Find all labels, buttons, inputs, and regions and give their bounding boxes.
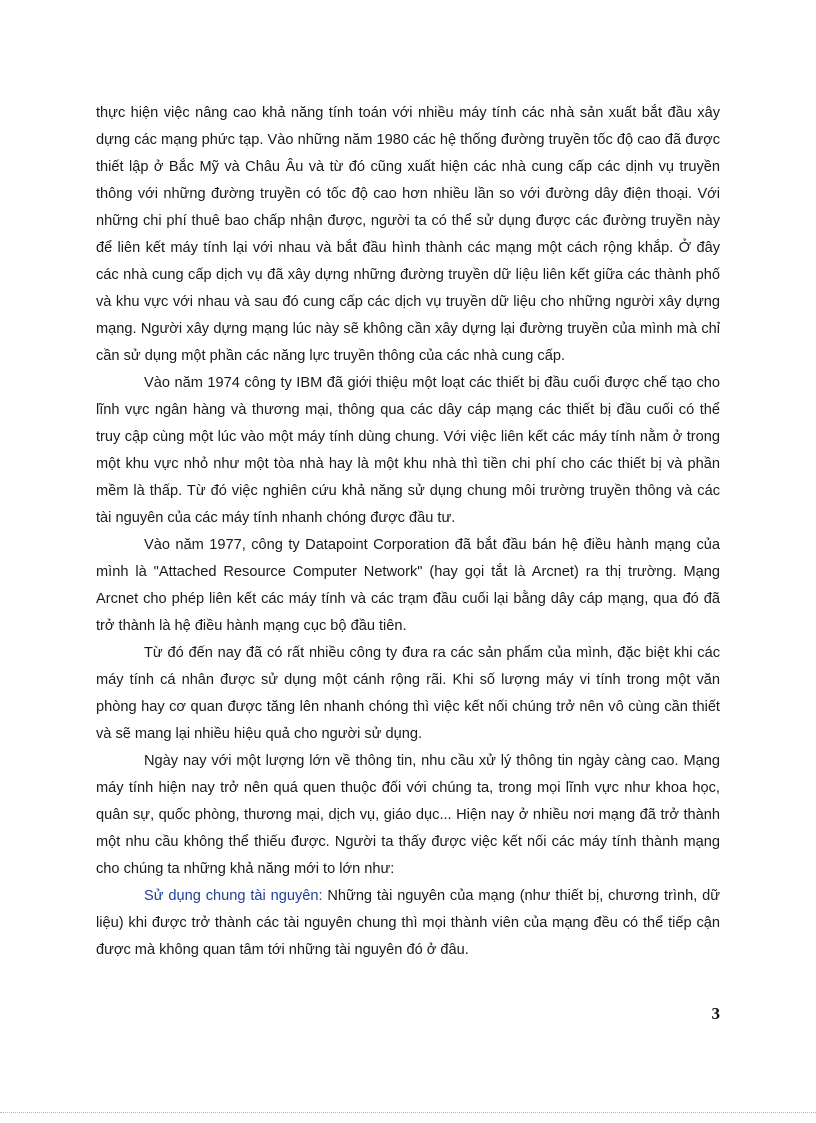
paragraph-network-today: Ngày nay với một lượng lớn về thông tin, nhu cầu xử lý thông tin ngày càng cao. Mạng máy tính hiện nay trở nên quá quen thuộc đối với chúng ta, trong mọi lĩnh vực như khoa học, quân sự, quốc phòng, thương mại, dịch vụ, giáo dục... Hiện nay ở nhiều nơi mạng đã trở thành một nhu cầu không thể thiếu được. Người ta thấy được việc kết nối các máy tính thành mạng cho chúng ta những khả năng mới to lớn như: <box>96 753 720 877</box>
page-number: 3 <box>711 1004 720 1023</box>
paragraph-resource-sharing <box>96 883 720 964</box>
document-body <box>96 100 720 964</box>
resource-sharing-text: Những tài nguyên của mạng (như thiết bị, chương trình, dữ liệu) khi được trở thành các tài nguyên chung thì mọi thành viên của mạng đều có thể tiếp cận được mà không quan tâm tới những tài nguyên đó ở đâu. <box>96 888 720 958</box>
paragraph-ibm-1974: Vào năm 1974 công ty IBM đã giới thiệu một loạt các thiết bị đầu cuối được chế tạo cho lĩnh vực ngân hàng và thương mại, thông qua các dây cáp mạng các thiết bị đầu cuối có thể truy cập cùng một lúc vào một máy tính dùng chung. Với việc liên kết các máy tính nằm ở trong một khu vực nhỏ như một tòa nhà hay là một khu nhà thì tiền chi phí cho các thiết bị và phần mềm là thấp. Từ đó việc nghiên cứu khả năng sử dụng chung môi trường truyền thông và các tài nguyên của các máy tính nhanh chóng được đầu tư. <box>96 375 720 526</box>
resource-sharing-term: Sử dụng chung tài nguyên: <box>144 888 323 904</box>
paragraph-network-history-continued: thực hiện việc nâng cao khả năng tính toán với nhiều máy tính các nhà sản xuất bắt đầu xây dựng các mạng phức tạp. Vào những năm 1980 các hệ thống đường truyền tốc độ cao đã được thiết lập ở Bắc Mỹ và Châu Âu và từ đó cũng xuất hiện các nhà cung cấp các dịnh vụ truyền thông với những đường truyền có tốc độ cao hơn nhiều lần so với đường dây điện thoại. Với những chi phí thuê bao chấp nhận được, người ta có thể sử dụng được các đường truyền này để liên kết máy tính lại với nhau và bắt đầu hình thành các mạng một cách rộng khắp. Ở đây các nhà cung cấp dịch vụ đã xây dựng những đường truyền dữ liệu liên kết giữa các thành phố và khu vực với nhau và sau đó cung cấp các dịch vụ truyền dữ liệu cho những người xây dựng mạng. Người xây dựng mạng lúc này sẽ không cần xây dựng lại đường truyền của mình mà chỉ cần sử dụng một phần các năng lực truyền thông của các nhà cung cấp. <box>96 105 720 364</box>
paragraph-arcnet-1977: Vào năm 1977, công ty Datapoint Corporation đã bắt đầu bán hệ điều hành mạng của mình là "Attached Resource Computer Network" (hay gọi tắt là Arcnet) ra thị trường. Mạng Arcnet cho phép liên kết các máy tính và các trạm đầu cuối lại bằng dây cáp mạng, qua đó đã trở thành là hệ điều hành mạng cục bộ đầu tiên. <box>96 537 720 634</box>
paragraph-personal-computers: Từ đó đến nay đã có rất nhiều công ty đưa ra các sản phẩm của mình, đặc biệt khi các máy tính cá nhân được sử dụng một cánh rộng rãi. Khi số lượng máy vi tính trong một văn phòng hay cơ quan được tăng lên nhanh chóng thì việc kết nối chúng trở nên vô cùng cần thiết và sẽ mang lại nhiều hiệu quả cho người sử dụng. <box>96 645 720 742</box>
page-bottom-divider <box>0 1112 816 1113</box>
